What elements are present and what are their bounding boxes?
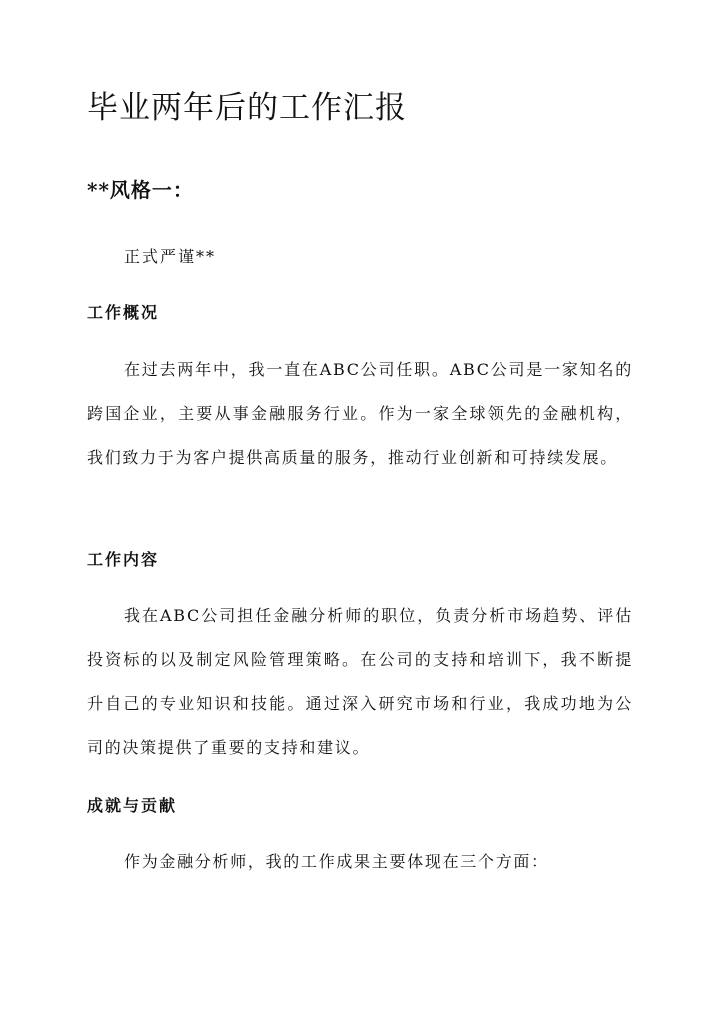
paragraph-work-content: 我在ABC公司担任金融分析师的职位，负责分析市场趋势、评估投资标的以及制定风险管理策略。在公司的支持和培训下，我不断提升自己的专业知识和技能。通过深入研究市场和行业，我成功地为公司的决策提供了重要的支持和建议。 xyxy=(87,606,633,757)
section-heading-work-content: 工作内容 xyxy=(87,550,160,569)
section-heading-achievements: 成就与贡献 xyxy=(87,796,178,815)
style-subtitle: 正式严谨** xyxy=(124,247,217,266)
paragraph-achievements: 作为金融分析师，我的工作成果主要体现在三个方面： xyxy=(124,852,549,871)
style-heading: **风格一： xyxy=(87,178,194,202)
section-heading-overview: 工作概况 xyxy=(87,303,160,322)
paragraph-overview: 在过去两年中，我一直在ABC公司任职。ABC公司是一家知名的跨国企业，主要从事金融服务行业。作为一家全球领先的金融机构，我们致力于为客户提供高质量的服务，推动行业创新和可持续发展。 xyxy=(87,360,633,467)
document-title: 毕业两年后的工作汇报 xyxy=(87,90,407,126)
